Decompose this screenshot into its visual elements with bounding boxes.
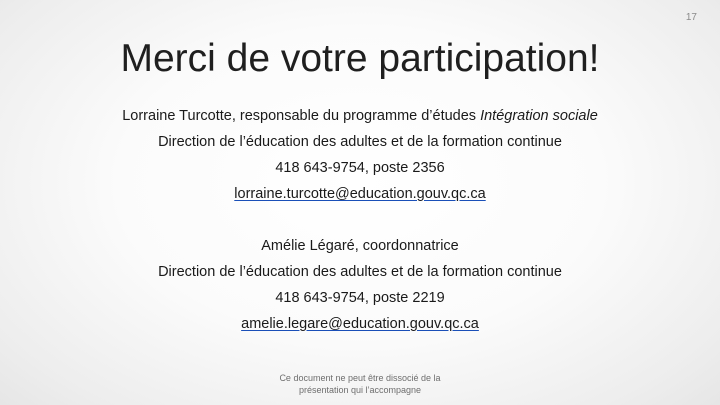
program-name: Intégration sociale bbox=[480, 108, 598, 124]
footer-note-line-1: Ce document ne peut être dissocié de la bbox=[279, 373, 441, 383]
contact-phone: 418 643-9754, poste 2356 bbox=[275, 160, 445, 176]
contact-direction: Direction de l’éducation des adultes et de la formation continue bbox=[158, 134, 562, 150]
footer-note bbox=[0, 372, 720, 396]
slide-number: 17 bbox=[685, 12, 697, 23]
contact-block-lorraine bbox=[0, 103, 720, 207]
contact-email-link[interactable]: lorraine.turcotte@education.gouv.qc.ca bbox=[234, 186, 486, 202]
contact-email-link[interactable]: amelie.legare@education.gouv.qc.ca bbox=[241, 316, 479, 332]
contact-name-role: Lorraine Turcotte, responsable du programme d’études bbox=[122, 108, 481, 124]
slide-title: Merci de votre participation! bbox=[120, 37, 600, 80]
contact-email-line bbox=[0, 311, 720, 337]
contact-phone: 418 643-9754, poste 2219 bbox=[275, 290, 445, 306]
contact-direction: Direction de l’éducation des adultes et de la formation continue bbox=[158, 264, 562, 280]
contact-email-line bbox=[0, 181, 720, 207]
footer-note-line-2: présentation qui l’accompagne bbox=[298, 385, 422, 395]
contact-name-role: Amélie Légaré, coordonnatrice bbox=[261, 238, 459, 254]
contact-block-amelie bbox=[0, 233, 720, 337]
contact-name-role-line bbox=[0, 103, 720, 129]
